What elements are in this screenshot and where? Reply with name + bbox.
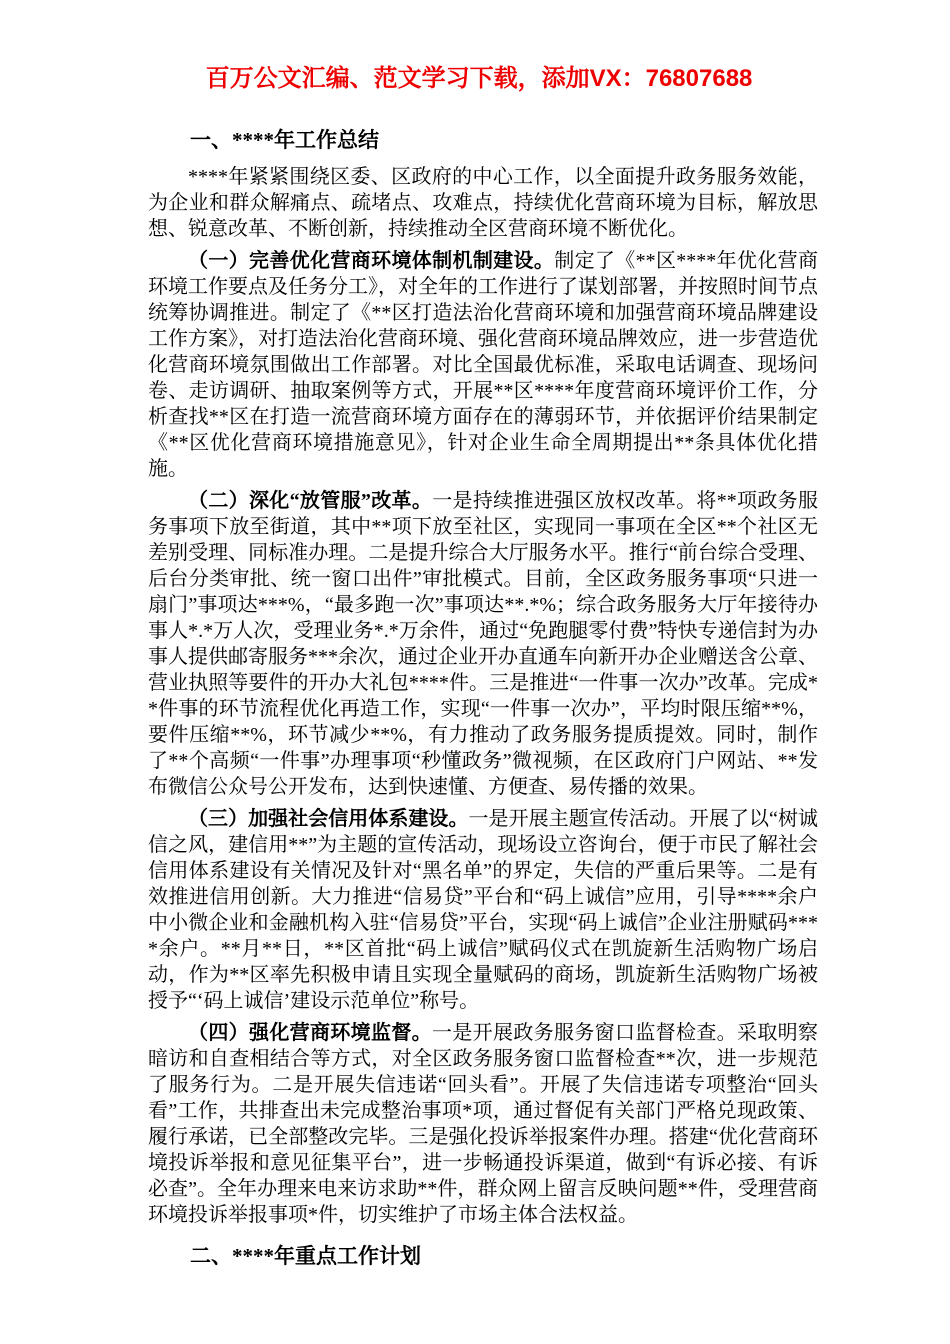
paragraph-item-4 [148, 1020, 818, 1228]
paragraph-item-1 [148, 248, 818, 482]
part1-heading: 一、****年工作总结 [190, 128, 379, 152]
paragraph-1-lead: （一）完善优化营商环境体制机制建设。 [188, 250, 555, 272]
intro-paragraph: ****年紧紧围绕区委、区政府的中心工作，以全面提升政务服务效能，为企业和群众解痛点、疏堵点、攻难点，持续优化营商环境为目标，解放思想、锐意改革、不断创新，持续推动全区营商环境不断优化。 [148, 166, 818, 240]
paragraph-4-lead: （四）强化营商环境监督。 [188, 1022, 432, 1044]
paragraph-3-text: 一是开展主题宣传活动。开展了以“树诚信之风，建信用**”为主题的宣传活动，现场设立咨询台，便于市民了解社会信用体系建设有关情况及针对“黑名单”的界定，失信的严重后果等。二是有效推进信用创新。大力推进“信易贷”平台和“码上诚信”应用，引导****余户中小微企业和金融机构入驻“信易贷”平台，实现“码上诚信”企业注册赋码****余户。**月**日，**区首批“码上诚信”赋码仪式在凯旋新生活购物广场启动，作为**区率先积极申请且实现全量赋码的商场，凯旋新生活购物广场被授予“‘码上诚信’建设示范单位”称号。 [148, 808, 819, 1012]
paragraph-2-text: 一是持续推进强区放权改革。将**项政务服务事项下放至街道，其中**项下放至社区，实现同一事项在全区**个社区无差别受理、同标准办理。二是提升综合大厅服务水平。推行“前台综合受理、后台分类审批、统一窗口出件”审批模式。目前，全区政务服务事项“只进一扇门”事项达***%，“最多跑一次”事项达**.*%；综合政务服务大厅年接待办事人*.*万人次，受理业务*.*万余件，通过“免跑腿零付费”特快专递信封为办事人提供邮寄服务***余次，通过企业开办直通车向新开办企业赠送含公章、营业执照等要件的开办大礼包****件。三是推进“一件事一次办”改革。完成**件事的环节流程优化再造工作，实现“一件事一次办”，平均时限压缩**%，要件压缩**%，环节减少**%，有力推动了政务服务提质提效。同时，制作了**个高频“一件事”办理事项“秒懂政务”微视频，在区政府门户网站、**发布微信公众号公开发布，达到快速懂、方便查、易传播的效果。 [148, 490, 819, 798]
paragraph-item-3 [148, 806, 818, 1014]
paragraph-4-text: 一是开展政务服务窗口监督检查。采取明察暗访和自查相结合等方式，对全区政务服务窗口监督检查**次，进一步规范了服务行为。二是开展失信违诺“回头看”。开展了失信违诺专项整治“回头看”工作，共排查出未完成整治事项*项，通过督促有关部门严格兑现政策、履行承诺，已全部整改完毕。三是强化投诉举报案件办理。搭建“优化营商环境投诉举报和意见征集平台”，进一步畅通投诉渠道，做到“有诉必接、有诉必查”。全年办理来电来访求助**件，群众网上留言反映问题**件，受理营商环境投诉举报事项*件，切实维护了市场主体合法权益。 [148, 1022, 818, 1226]
promo-header-text: 百万公文汇编、范文学习下载，添加VX：76807688 [205, 65, 753, 92]
paragraph-item-2 [148, 488, 818, 800]
paragraph-3-lead: （三）加强社会信用体系建设。 [188, 808, 469, 830]
paragraph-2-lead: （二）深化“放管服”改革。 [188, 490, 433, 512]
paragraph-1-text: 制定了《**区****年优化营商环境工作要点及任务分工》，对全年的工作进行了谋划部署，并按照时间节点统筹协调推进。制定了《**区打造法治化营商环境和加强营商环境品牌建设工作方案》，对打造法治化营商环境、强化营商环境品牌效应，进一步营造优化营商环境氛围做出工作部署。对比全国最优标准，采取电话调查、现场问卷、走访调研、抽取案例等方式，开展**区****年度营商环境评价工作，分析查找**区在打造一流营商环境方面存在的薄弱环节，并依据评价结果制定《**区优化营商环境措施意见》，针对企业生命全周期提出**条具体优化措施。 [148, 250, 819, 480]
part2-heading: 二、****年重点工作计划 [190, 1244, 421, 1268]
